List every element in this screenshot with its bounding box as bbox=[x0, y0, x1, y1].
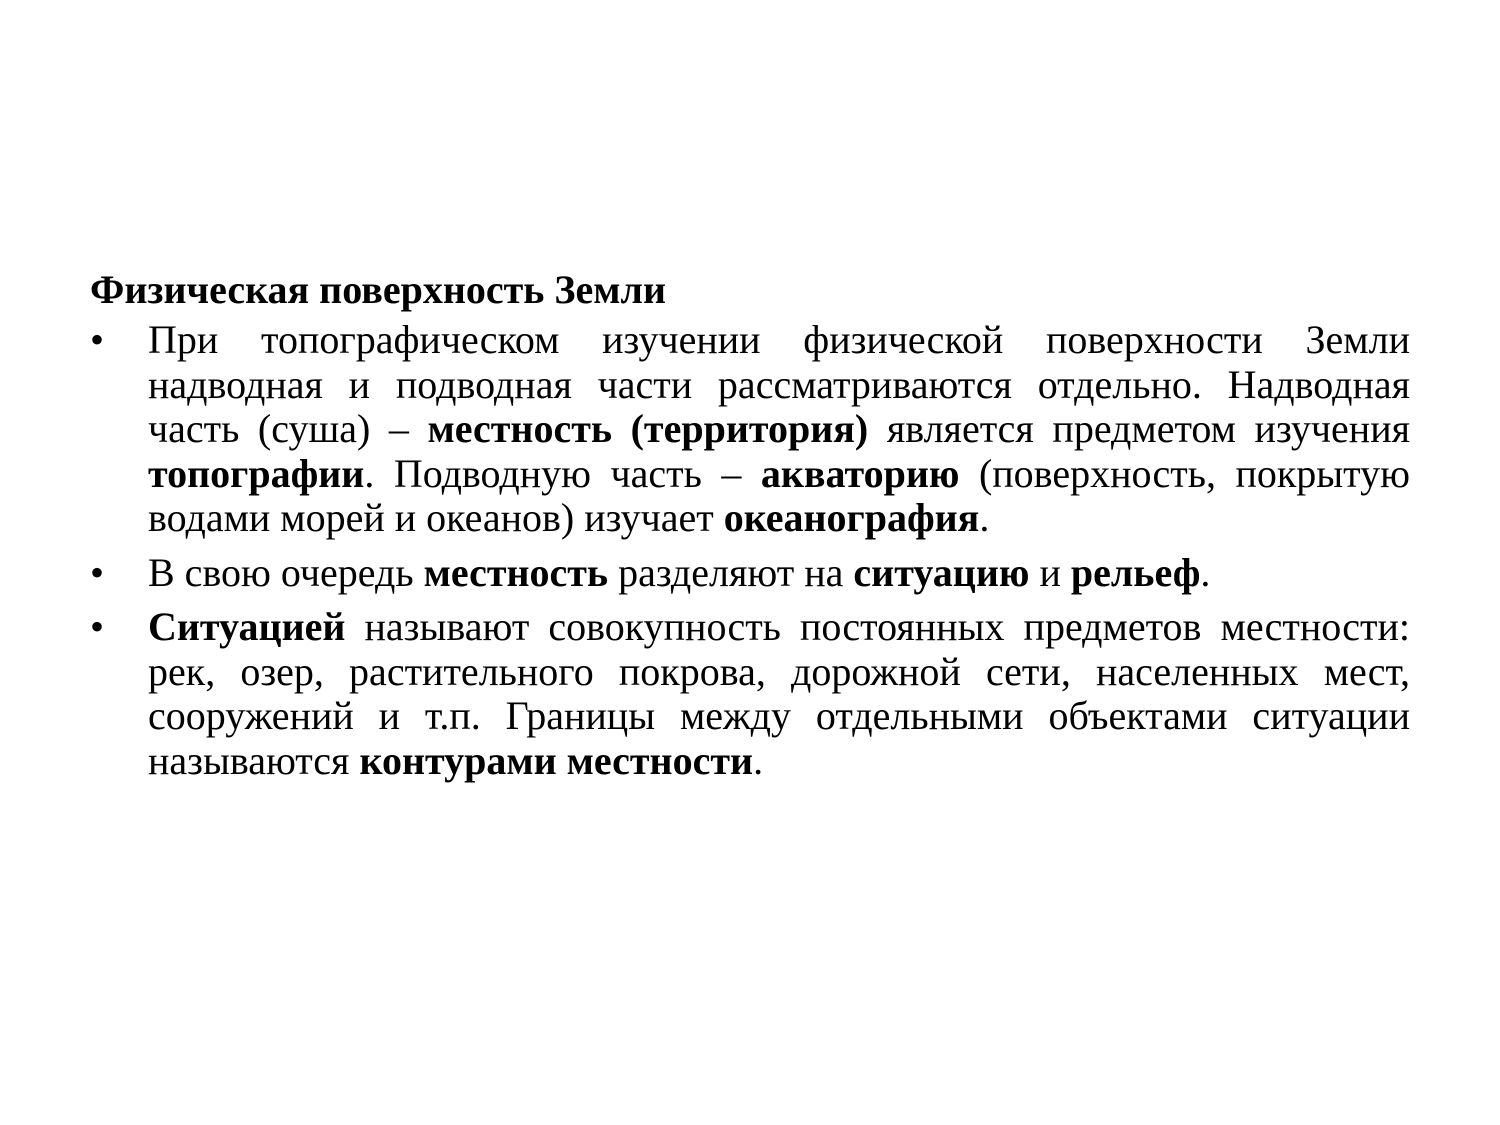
bold-term: ситуацию bbox=[853, 549, 1030, 595]
text-segment: является предметом изучения bbox=[868, 406, 1410, 451]
bullet-marker: • bbox=[90, 549, 105, 595]
text-segment: . bbox=[979, 495, 990, 540]
slide-title: Физическая поверхность Земли bbox=[90, 267, 667, 312]
bullet-list bbox=[90, 318, 1410, 783]
text-segment: В свою очередь bbox=[148, 549, 424, 595]
bullet-item bbox=[90, 551, 1410, 596]
text-segment: При топографическом изучении физической поверхности Земли надводная и подводная части рассматриваются отдельно. Надводная часть (суша) – bbox=[148, 317, 1410, 451]
text-segment: . Подводную часть – bbox=[364, 450, 761, 496]
text-segment: и bbox=[1029, 549, 1071, 595]
bold-term: рельеф bbox=[1070, 549, 1201, 595]
slide-content bbox=[90, 264, 1410, 793]
bold-term: океанография bbox=[723, 495, 980, 540]
bold-term: акваторию bbox=[760, 450, 960, 496]
bold-term: топографии bbox=[148, 450, 365, 496]
bold-term: местность bbox=[423, 549, 609, 595]
text-segment: называют совокупность постоянных предметов местности: рек, озер, растительного покрова, дорожной сети, населенных мест, сооружений и т.п. Границы между отдельными объектами ситуации называются bbox=[148, 604, 1410, 783]
bullet-item bbox=[90, 318, 1410, 541]
bold-term: местность (территория) bbox=[427, 406, 869, 451]
bullet-marker: • bbox=[90, 317, 105, 362]
text-segment: разделяют на bbox=[608, 549, 854, 595]
text-segment: (поверхность, покрытую водами морей и океанов) изучает bbox=[148, 450, 1410, 540]
text-segment: . bbox=[1200, 549, 1211, 595]
bullet-item bbox=[90, 605, 1410, 783]
bold-term: контурами местности bbox=[359, 737, 754, 783]
bold-term: Ситуацией bbox=[148, 604, 346, 649]
bullet-marker: • bbox=[90, 604, 105, 649]
text-segment: . bbox=[753, 737, 764, 783]
